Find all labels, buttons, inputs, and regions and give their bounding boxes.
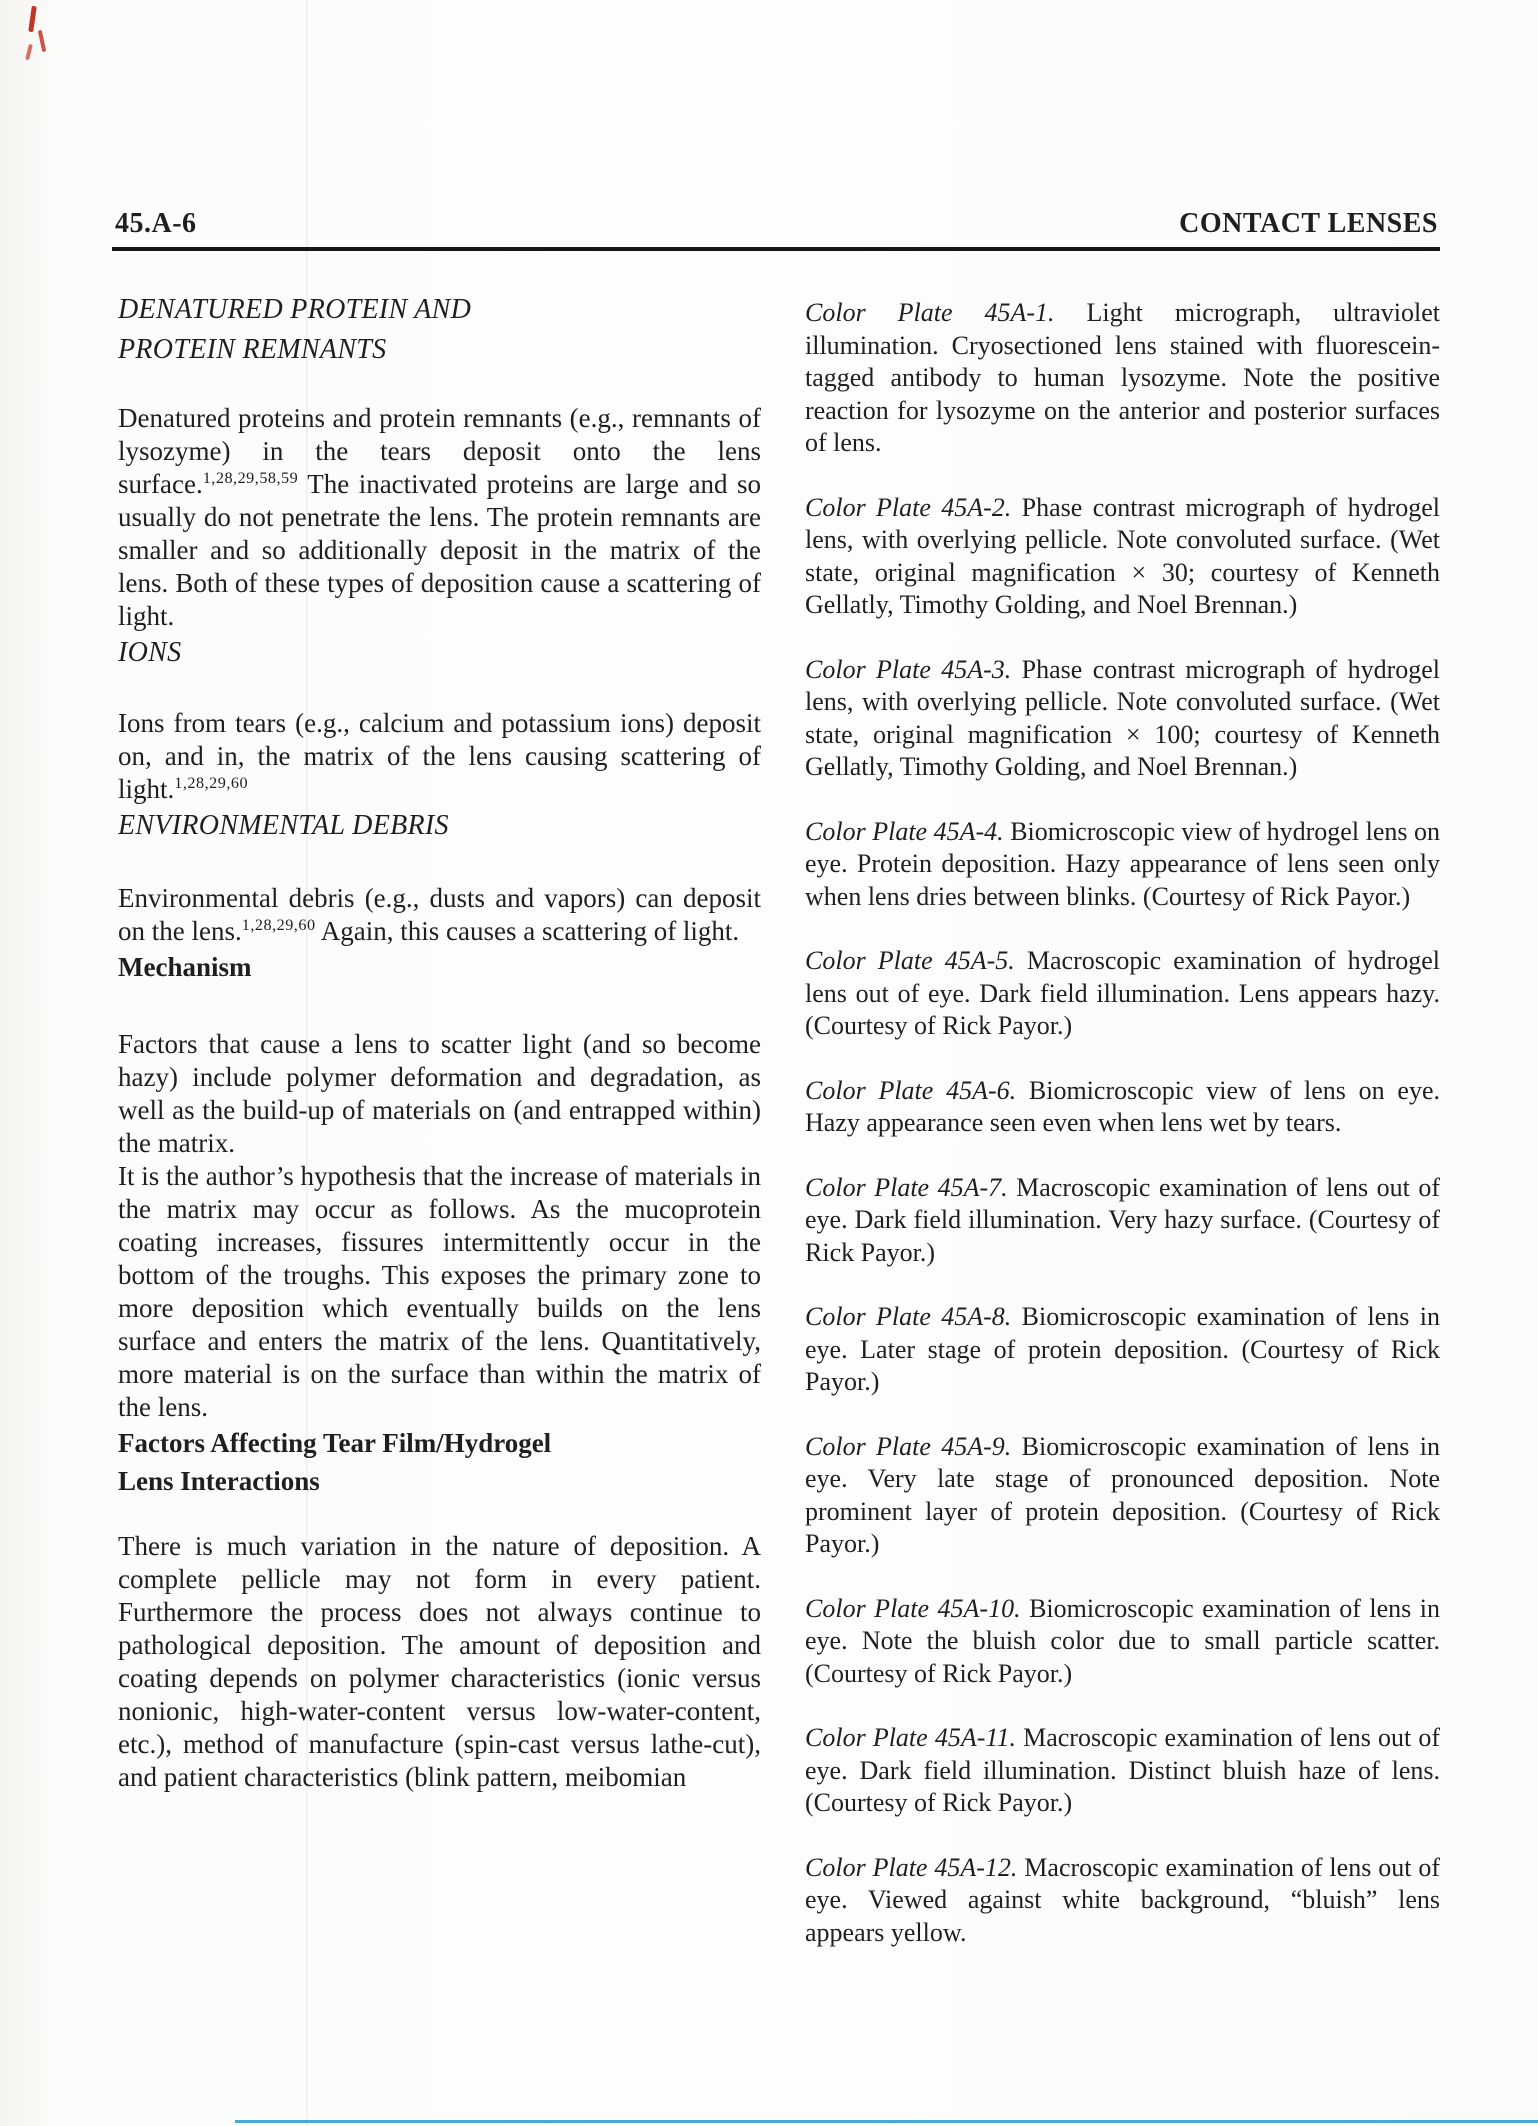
color-plate-text: Macroscopic examination of lens out of eye. Dark field illumination. Very hazy surface. (Courtesy of Rick Payor.) <box>805 1172 1440 1267</box>
color-plate-text: Biomicroscopic examination of lens in eye. Later stage of protein deposition. (Courtesy of Rick Payor.) <box>805 1302 1440 1396</box>
color-plate-caption <box>805 1075 1440 1140</box>
color-plate-label: Color Plate 45A-10. <box>805 1593 1021 1623</box>
section-heading-denatured-protein: DENATURED PROTEIN AND PROTEIN REMNANTS <box>118 294 472 365</box>
scan-artifact-blue-line <box>235 2120 1538 2123</box>
color-plate-text: Biomicroscopic view of lens on eye. Hazy appearance seen even when lens wet by tears. <box>805 1075 1440 1137</box>
section-heading-ions: IONS <box>118 637 182 668</box>
color-plate-label: Color Plate 45A-6. <box>805 1075 1017 1105</box>
color-plate-label: Color Plate 45A-12. <box>805 1852 1018 1882</box>
color-plate-caption <box>805 1722 1440 1820</box>
color-plate-label: Color Plate 45A-2. <box>805 492 1012 522</box>
running-title: CONTACT LENSES <box>1179 208 1438 239</box>
subsection-heading-factors: Factors Affecting Tear Film/Hydrogel Lens Interactions <box>118 1428 552 1496</box>
color-plate-text: Phase contrast micrograph of hydrogel lens, with overlying pellicle. Note convoluted surface. (Wet state, original magnification × 100; courtesy of Kenneth Gellatly, Timothy Golding, and Noel Brennan.) <box>805 654 1440 781</box>
color-plate-label: Color Plate 45A-11. <box>805 1723 1016 1752</box>
color-plate-caption <box>805 297 1440 460</box>
color-plate-caption <box>805 1593 1440 1691</box>
color-plate-label: Color Plate 45A-7. <box>805 1172 1008 1202</box>
paragraph-denatured-protein: Denatured proteins and protein remnants (e.g., remnants of lysozyme) in the tears deposit onto the lens surface.$^{1,28,29,58,59}$ The inactivated proteins are large and so usually do not penetrate the lens. The protein remnants are smaller and so additionally deposit in the matrix of the lens. Both of these types of deposition cause a scattering of light. <box>118 403 761 631</box>
color-plate-caption <box>805 492 1440 622</box>
color-plate-label: Color Plate 45A-9. <box>805 1431 1012 1461</box>
reference-superscript: 1,28,29,58,59 <box>202 469 299 487</box>
color-plate-caption <box>805 1431 1440 1561</box>
reference-superscript: 1,28,29,60 <box>241 916 316 934</box>
section-heading-environmental-debris: ENVIRONMENTAL DEBRIS <box>118 810 449 841</box>
color-plate-text: Phase contrast micrograph of hydrogel lens, with overlying pellicle. Note convoluted surface. (Wet state, original magnification × 30; courtesy of Kenneth Gellatly, Timothy Golding, and Noel Brennan.) <box>805 492 1440 619</box>
right-column <box>805 290 1440 2116</box>
page-number: 45.A-6 <box>115 208 197 239</box>
paragraph-ions: Ions from tears (e.g., calcium and potassium ions) deposit on, and in, the matrix of the lens causing scattering of light.$^{1,28,29,60}$ <box>118 708 761 804</box>
page-header <box>115 208 1438 240</box>
paragraph-environmental-debris: Environmental debris (e.g., dusts and vapors) can deposit on the lens.$^{1,28,29,60}$ Again, this causes a scattering of light. <box>118 883 761 946</box>
left-column <box>118 290 761 2116</box>
color-plate-text: Light micrograph, ultraviolet illumination. Cryosectioned lens stained with fluorescein-tagged antibody to human lysozyme. Note the positive reaction for lysozyme on the anterior and posterior surfaces of lens. <box>805 298 1440 457</box>
red-pen-mark <box>38 30 46 52</box>
color-plate-label: Color Plate 45A-4. <box>805 816 1004 846</box>
color-plate-label: Color Plate 45A-5. <box>805 946 1015 975</box>
color-plate-text: Biomicroscopic examination of lens in eye. Note the bluish color due to small particle scatter. (Courtesy of Rick Payor.) <box>805 1593 1440 1688</box>
red-pen-mark <box>25 44 33 60</box>
subsection-heading-mechanism: Mechanism <box>118 952 252 982</box>
color-plate-caption <box>805 816 1440 914</box>
color-plate-caption <box>805 945 1440 1043</box>
paragraph-mechanism-1: Factors that cause a lens to scatter light (and so become hazy) include polymer deformation and degradation, as well as the build-up of materials on (and entrapped within) the matrix. <box>118 1029 761 1158</box>
red-pen-mark <box>28 6 37 32</box>
color-plate-caption <box>805 1301 1440 1399</box>
reference-superscript: 1,28,29,60 <box>174 774 249 792</box>
color-plate-text: Macroscopic examination of lens out of eye. Viewed against white background, “bluish” lens appears yellow. <box>805 1852 1440 1947</box>
color-plate-text: Macroscopic examination of lens out of eye. Dark field illumination. Distinct bluish haze of lens. (Courtesy of Rick Payor.) <box>805 1723 1440 1817</box>
color-plate-caption <box>805 1852 1440 1950</box>
color-plate-text: Biomicroscopic view of hydrogel lens on eye. Protein deposition. Hazy appearance of lens seen only when lens dries between blinks. (Courtesy of Rick Payor.) <box>805 816 1440 911</box>
color-plate-label: Color Plate 45A-8. <box>805 1302 1012 1331</box>
paragraph-mechanism-2: It is the author’s hypothesis that the increase of materials in the matrix may occur as follows. As the mucoprotein coating increases, fissures intermittently occur in the bottom of the troughs. This exposes the primary zone to more deposition which eventually builds on the lens surface and enters the matrix of the lens. Quantitatively, more material is on the surface than within the matrix of the lens. <box>118 1161 761 1422</box>
color-plate-label: Color Plate 45A-3. <box>805 654 1012 684</box>
header-rule <box>112 247 1440 251</box>
color-plate-text: Macroscopic examination of hydrogel lens out of eye. Dark field illumination. Lens appears hazy. (Courtesy of Rick Payor.) <box>805 946 1440 1040</box>
color-plate-label: Color Plate 45A-1. <box>805 298 1055 327</box>
color-plate-caption <box>805 1172 1440 1270</box>
color-plate-caption <box>805 654 1440 784</box>
two-column-text <box>118 290 1440 2116</box>
color-plate-text: Biomicroscopic examination of lens in eye. Very late stage of pronounced deposition. Note prominent layer of protein deposition. (Courtesy of Rick Payor.) <box>805 1431 1440 1558</box>
paragraph-factors: There is much variation in the nature of deposition. A complete pellicle may not form in every patient. Furthermore the process does not always continue to pathological deposition. The amount of deposition and coating depends on polymer characteristics (ionic versus nonionic, high-water-content versus low-water-content, etc.), method of manufacture (spin-cast versus lathe-cut), and patient characteristics (blink pattern, meibomian <box>118 1531 761 1792</box>
